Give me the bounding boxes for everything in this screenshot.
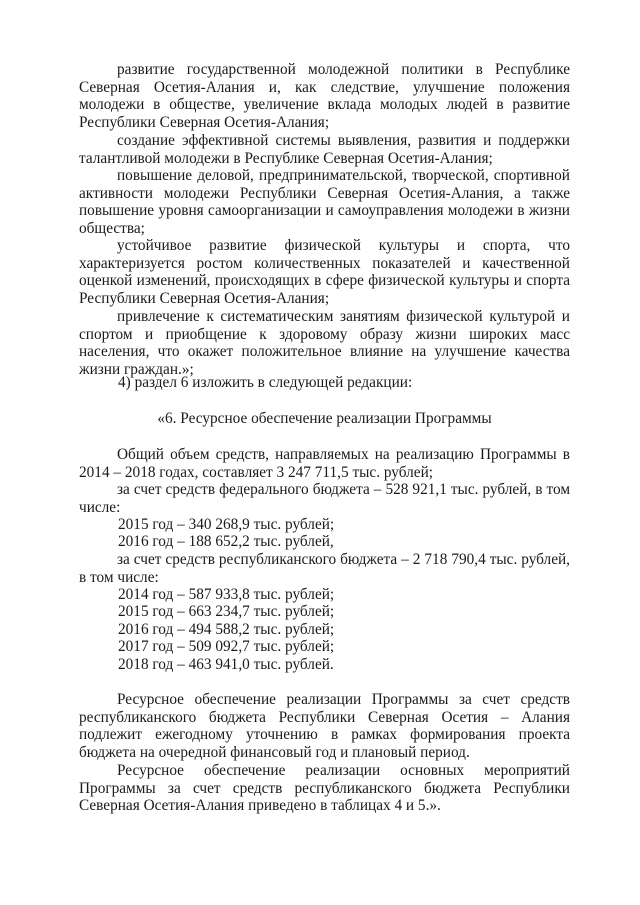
republic-2017: 2017 год – 509 092,7 тыс. рублей; bbox=[118, 638, 335, 655]
goal-paragraph-activity: повышение деловой, предпринимательской, творческой, спортивной активности молодежи Республики Северная Осетия-Алания, а также повышение уровня самоорганизации и самоуправления молодежи в жизни общества; bbox=[79, 167, 570, 237]
total-funding-paragraph: Общий объем средств, направляемых на реализацию Программы в 2014 – 2018 годах, составляет 3 247 711,5 тыс. рублей; bbox=[79, 446, 570, 481]
resources-tables-paragraph: Ресурсное обеспечение реализации основных мероприятий Программы за счет средств республиканского бюджета Республики Северная Осетия-Алания приведено в таблицах 4 и 5.». bbox=[79, 762, 570, 815]
amendment-item-4: 4) раздел 6 изложить в следующей редакции: bbox=[118, 374, 413, 391]
republic-2015: 2015 год – 663 234,7 тыс. рублей; bbox=[118, 603, 335, 620]
republic-2018: 2018 год – 463 941,0 тыс. рублей. bbox=[118, 656, 334, 673]
goal-paragraph-healthy-lifestyle: привлечение к систематическим занятиям физической культурой и спортом и приобщение к здоровому образу жизни широких масс населения, что окажет положительное влияние на улучшение качества жизни граждан.»; bbox=[79, 308, 570, 378]
section-heading: «6. Ресурсное обеспечение реализации Программы bbox=[157, 410, 492, 427]
federal-2015: 2015 год – 340 268,9 тыс. рублей; bbox=[118, 516, 335, 533]
resources-update-paragraph: Ресурсное обеспечение реализации Программы за счет средств республиканского бюджета Республики Северная Осетия – Алания подлежит ежегодному уточнению в рамках формирования проекта бюджета на очередной финансовый год и плановый период. bbox=[79, 691, 570, 761]
goal-paragraph-talent: создание эффективной системы выявления, развития и поддержки талантливой молодежи в Республике Северная Осетия-Алания; bbox=[79, 132, 570, 167]
federal-2016: 2016 год – 188 652,2 тыс. рублей, bbox=[118, 533, 334, 550]
republic-2014: 2014 год – 587 933,8 тыс. рублей; bbox=[118, 586, 335, 603]
republic-2016: 2016 год – 494 588,2 тыс. рублей; bbox=[118, 621, 335, 638]
federal-budget-paragraph: за счет средств федерального бюджета – 528 921,1 тыс. рублей, в том числе: bbox=[79, 481, 570, 516]
goal-paragraph-youth-policy: развитие государственной молодежной политики в Республике Северная Осетия-Алания и, как следствие, улучшение положения молодежи в обществе, увеличение вклада молодых людей в развитие Республики Северная Осетия-Алания; bbox=[79, 61, 570, 131]
goal-paragraph-sport: устойчивое развитие физической культуры и спорта, что характеризуется ростом количественных показателей и качественной оценкой изменений, происходящих в сфере физической культуры и спорта Республики Северная Осетия-Алания; bbox=[79, 237, 570, 307]
republic-budget-paragraph: за счет средств республиканского бюджета – 2 718 790,4 тыс. рублей, в том числе: bbox=[79, 551, 570, 586]
